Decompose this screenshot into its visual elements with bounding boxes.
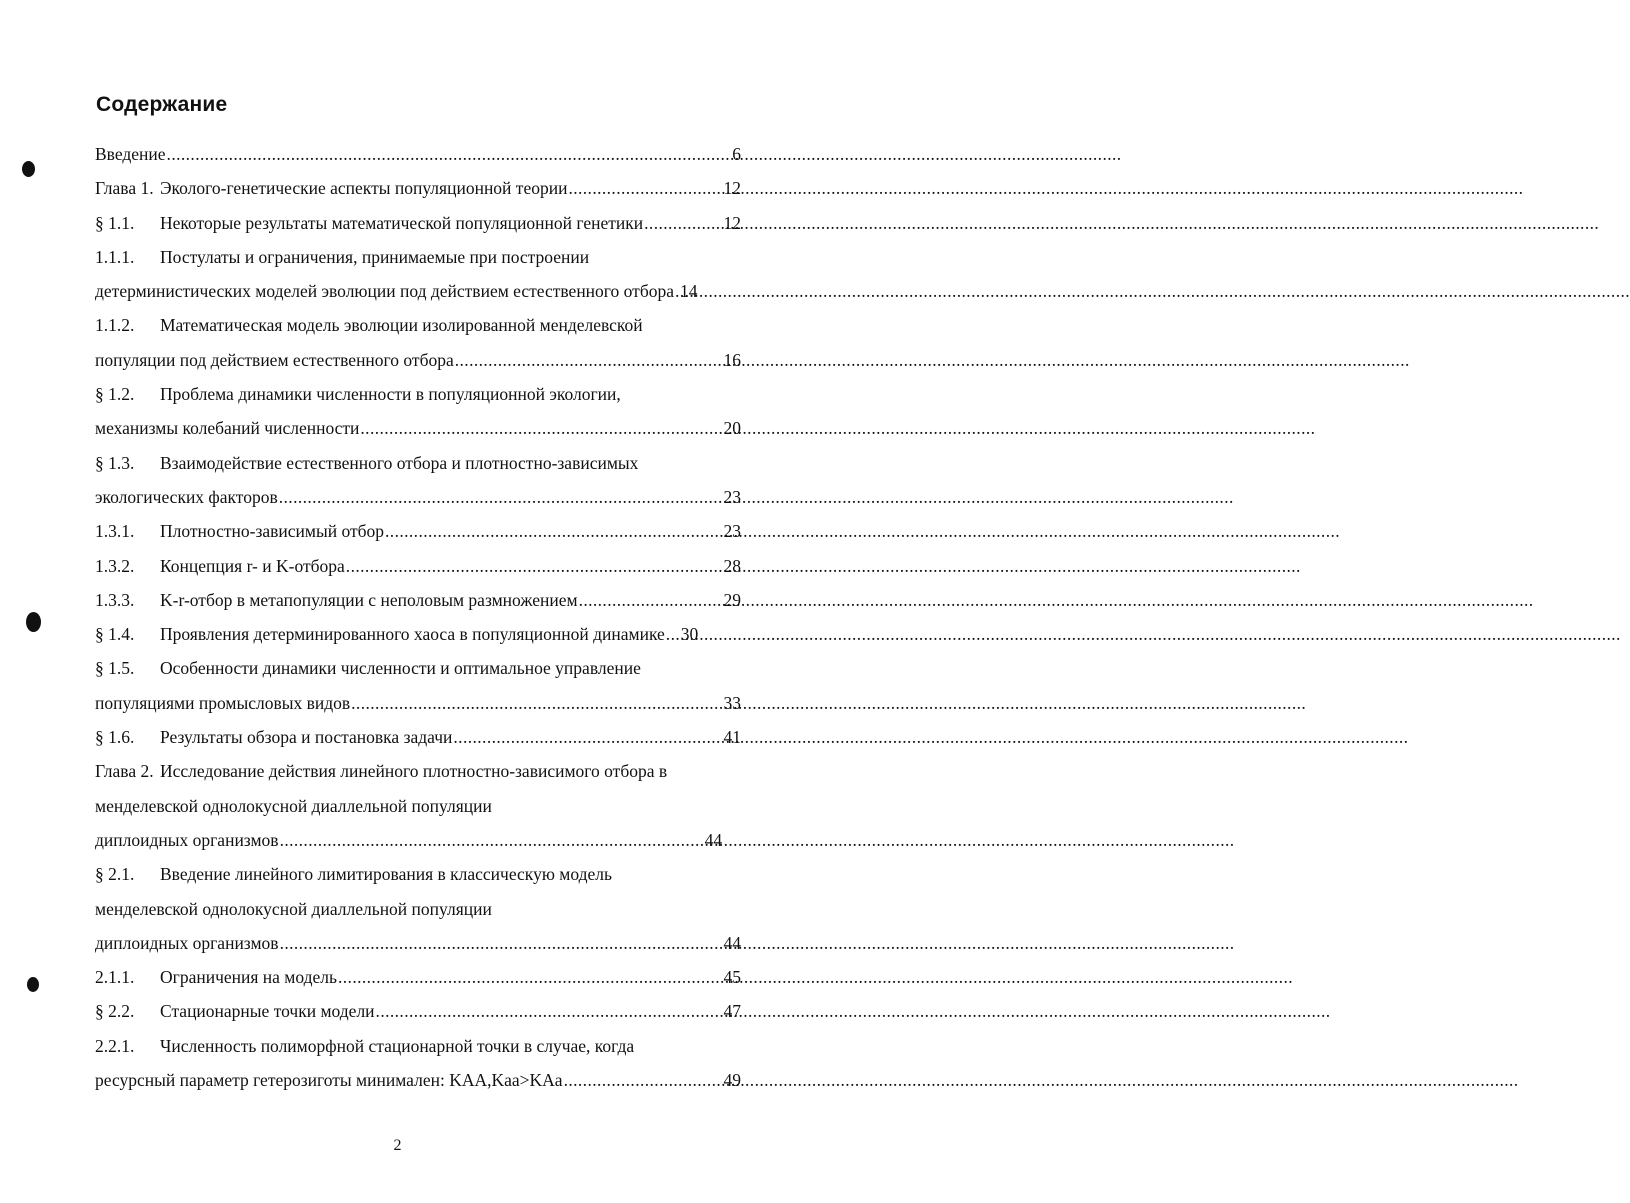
toc-entry-number: 2.2.1. — [95, 1035, 135, 1056]
toc-page: 23 — [723, 486, 741, 507]
page-number: 2 — [393, 1137, 402, 1154]
toc-leader — [579, 589, 723, 611]
toc-page: 41 — [723, 727, 741, 748]
toc-entry-text: Постулаты и ограничения, принимаемые при построении — [160, 246, 590, 267]
table-of-contents — [95, 141, 741, 1101]
toc-leader — [568, 177, 722, 199]
toc-entry-text: менделевской однолокусной диаллельной популяции — [95, 898, 492, 919]
document-page — [0, 0, 795, 1203]
toc-page: 23 — [723, 521, 741, 542]
toc-page: 29 — [723, 589, 741, 610]
toc-entry-text: Введение линейного лимитирования в классическую модель — [160, 864, 612, 885]
toc-entry-continuation — [95, 690, 741, 724]
toc-leader — [385, 520, 722, 542]
toc-entry-text: механизмы колебаний численности — [95, 418, 360, 439]
toc-entry — [95, 758, 741, 792]
toc-leader — [280, 932, 723, 954]
toc-entry — [95, 553, 741, 587]
toc-entry — [95, 175, 741, 209]
toc-entry-text: популяции под действием естественного отбора — [95, 349, 454, 370]
toc-entry-number: 1.3.2. — [95, 555, 135, 576]
toc-entry-number: § 2.2. — [95, 1001, 135, 1022]
toc-page: 28 — [723, 555, 741, 576]
toc-entry — [95, 724, 741, 758]
toc-entry-number: Глава 1. — [95, 178, 154, 199]
toc-entry-continuation — [95, 827, 741, 861]
toc-entry-text: Особенности динамики численности и оптимальное управление — [160, 658, 641, 679]
toc-entry-text: менделевской однолокусной диаллельной популяции — [95, 795, 492, 816]
toc-entry-continuation — [95, 278, 741, 312]
toc-page: 44 — [704, 829, 723, 850]
toc-entry — [95, 587, 741, 621]
toc-entry-text: Стационарные точки модели — [160, 1001, 375, 1022]
toc-entry-text: популяциями промысловых видов — [95, 692, 351, 713]
toc-page: 16 — [723, 349, 741, 370]
toc-leader — [279, 486, 723, 508]
toc-leader — [376, 1000, 723, 1022]
toc-entry-text: Некоторые результаты математической популяционной генетики — [160, 212, 644, 233]
toc-leader — [280, 829, 700, 851]
toc-entry-text: экологических факторов — [95, 486, 278, 507]
toc-entry — [95, 141, 741, 175]
toc-entry-number: 1.3.3. — [95, 589, 135, 610]
toc-leader — [666, 623, 680, 645]
toc-entry-continuation — [95, 347, 741, 381]
toc-entry — [95, 210, 741, 244]
toc-leader — [455, 349, 723, 371]
toc-entry — [95, 381, 741, 415]
toc-entry — [95, 655, 741, 689]
toc-entry-number: § 2.1. — [95, 864, 135, 885]
binding-hole-mark — [26, 612, 41, 632]
toc-entry-continuation — [95, 896, 741, 930]
toc-entry-number: Глава 2. — [95, 761, 154, 782]
toc-entry-text: Эколого-генетические аспекты популяционной теории — [160, 178, 568, 199]
toc-entry-text: Исследование действия линейного плотностно-зависимого отбора в — [160, 761, 668, 782]
toc-entry-continuation — [95, 484, 741, 518]
toc-entry-number: § 1.1. — [95, 212, 135, 233]
toc-entry — [95, 450, 741, 484]
toc-page: 6 — [732, 144, 741, 164]
toc-entry-text: Численность полиморфной стационарной точки в случае, когда — [160, 1035, 635, 1056]
toc-leader — [564, 1069, 723, 1091]
toc-leader — [453, 726, 722, 748]
toc-leader — [167, 143, 732, 165]
toc-entry-number: 1.1.1. — [95, 246, 135, 267]
toc-entry — [95, 244, 741, 278]
toc-entry-text: диплоидных организмов — [95, 932, 279, 953]
toc-page: 20 — [723, 418, 741, 439]
toc-leader — [338, 966, 723, 988]
toc-page: 47 — [723, 1001, 741, 1022]
toc-entry-text: Плотностно-зависимый отбор — [160, 521, 385, 542]
toc-leader — [346, 555, 723, 577]
toc-entry-number: § 1.5. — [95, 658, 135, 679]
toc-entry — [95, 518, 741, 552]
binding-hole-mark — [27, 977, 39, 992]
toc-page: 33 — [723, 692, 741, 713]
toc-entry-text: Концепция r- и K-отбора — [160, 555, 345, 576]
toc-entry-text: Математическая модель эволюции изолированной менделевской — [160, 315, 643, 336]
toc-entry-text: ресурсный параметр гетерозиготы минимален: KAA,Kaa>KAa — [95, 1070, 563, 1091]
toc-leader — [644, 212, 722, 234]
toc-entry-text: Проявления детерминированного хаоса в популяционной динамике — [160, 624, 665, 645]
toc-entry-text: Взаимодействие естественного отбора и плотностно-зависимых — [160, 452, 639, 473]
toc-page: 30 — [680, 624, 699, 645]
toc-entry-number: § 1.3. — [95, 452, 135, 473]
toc-entry-text: детерминистических моделей эволюции под действием естественного отбора — [95, 281, 675, 302]
toc-page: 44 — [723, 932, 741, 953]
toc-entry-text: Проблема динамики численности в популяционной экологии, — [160, 384, 621, 405]
toc-entry-number: § 1.6. — [95, 727, 135, 748]
toc-entry-text: Ограничения на модель — [160, 967, 337, 988]
toc-entry — [95, 1033, 741, 1067]
toc-page: 14 — [680, 281, 698, 302]
toc-entry — [95, 998, 741, 1032]
toc-entry-text: K-r-отбор в метапопуляции с неполовым размножением — [160, 589, 578, 610]
toc-leader — [351, 692, 722, 714]
binding-hole-mark — [22, 161, 35, 177]
toc-entry-text: Результаты обзора и постановка задачи — [160, 727, 453, 748]
toc-page: 12 — [723, 178, 741, 199]
toc-entry-text: диплоидных организмов — [95, 829, 279, 850]
toc-entry-number: § 1.2. — [95, 384, 135, 405]
toc-leader — [675, 280, 679, 302]
toc-page: 49 — [723, 1070, 741, 1091]
toc-page: 45 — [723, 967, 741, 988]
toc-entry-number: § 1.4. — [95, 624, 135, 645]
toc-entry-continuation — [95, 793, 741, 827]
toc-entry — [95, 312, 741, 346]
toc-leader — [360, 417, 722, 439]
page-title: Содержание — [96, 93, 228, 116]
toc-entry-continuation — [95, 930, 741, 964]
toc-entry-number: 1.1.2. — [95, 315, 135, 336]
toc-entry-text: Введение — [95, 144, 166, 164]
toc-entry-number: 2.1.1. — [95, 967, 135, 988]
toc-entry — [95, 621, 741, 655]
toc-entry-number: 1.3.1. — [95, 521, 135, 542]
toc-entry — [95, 861, 741, 895]
toc-entry — [95, 964, 741, 998]
toc-page: 12 — [723, 212, 741, 233]
toc-entry-continuation — [95, 415, 741, 449]
toc-entry-continuation — [95, 1067, 741, 1101]
